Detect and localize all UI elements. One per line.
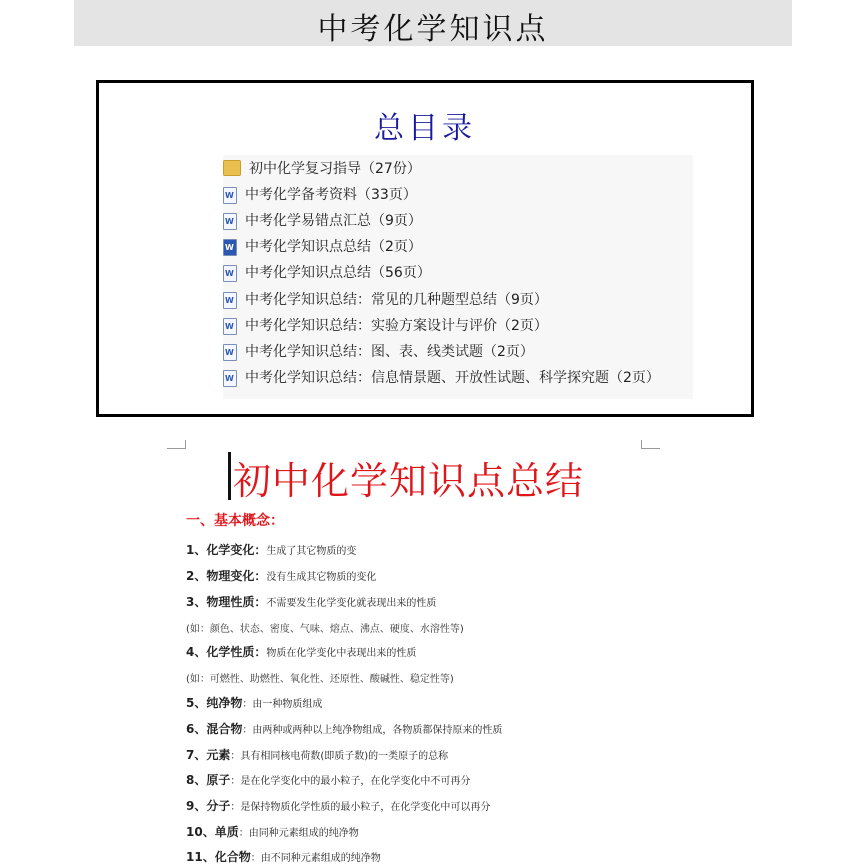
toc-item[interactable] <box>223 366 660 390</box>
definition-item <box>186 797 490 814</box>
definition-item <box>186 643 416 660</box>
toc-item[interactable] <box>223 235 422 259</box>
toc-item-label: 中考化学知识点总结（2页） <box>245 239 422 255</box>
toc-item-label: 中考化学知识总结：实验方案设计与评价（2页） <box>245 318 548 334</box>
definition-item <box>186 823 359 840</box>
word-document-icon <box>223 213 237 230</box>
definition-term: 化学性质： <box>206 645 267 659</box>
toc-item[interactable] <box>223 157 421 181</box>
definition-number: 1、 <box>186 543 207 557</box>
definition-item <box>186 720 502 737</box>
toc-title: 总目录 <box>374 111 476 146</box>
definition-text: 物质在化学变化中表现出来的性质 <box>266 648 417 659</box>
definition-number: 10、 <box>186 825 215 839</box>
toc-item-label: 初中化学复习指导（27份） <box>249 161 421 177</box>
banner-title: 中考化学知识点 <box>317 12 549 47</box>
word-document-icon <box>223 344 237 361</box>
definition-term: 纯净物 <box>206 696 243 710</box>
definition-term: 分子 <box>206 799 231 813</box>
text-cursor <box>228 452 231 500</box>
toc-item[interactable] <box>223 288 548 312</box>
toc-item-label: 中考化学知识总结：常见的几种题型总结（9页） <box>245 292 548 308</box>
toc-item-label: 中考化学易错点汇总（9页） <box>245 213 422 229</box>
definition-item <box>186 746 448 763</box>
word-document-icon <box>223 265 237 282</box>
definition-text: ：具有相同核电荷数(即质子数)的一类原子的总称 <box>230 751 449 762</box>
toc-item-label: 中考化学知识总结：信息情景题、开放性试题、科学探究题（2页） <box>245 370 660 386</box>
definition-item <box>186 593 436 610</box>
definition-number: 5、 <box>186 696 207 710</box>
document-title[interactable]: 初中化学知识点总结 <box>233 459 585 503</box>
definition-item <box>186 567 376 584</box>
definition-number: 7、 <box>186 748 207 762</box>
toc-list <box>223 155 693 399</box>
definition-number: 3、 <box>186 595 207 609</box>
definition-text: ：是在化学变化中的最小粒子，在化学变化中不可再分 <box>230 776 471 787</box>
definition-number: 9、 <box>186 799 207 813</box>
toc-item[interactable] <box>223 183 417 207</box>
definition-note: (如：可燃性、助燃性、氧化性、还原性、酸碱性、稳定性等) <box>186 674 454 685</box>
toc-item[interactable] <box>223 340 534 364</box>
table-of-contents <box>96 80 754 417</box>
toc-item-label: 中考化学备考资料（33页） <box>245 187 417 203</box>
definition-term: 物理性质： <box>206 595 267 609</box>
definition-item <box>186 848 381 865</box>
toc-item[interactable] <box>223 261 431 285</box>
definition-number: 11、 <box>186 850 215 864</box>
definition-item <box>186 694 322 711</box>
toc-item-label: 中考化学知识点总结（56页） <box>245 265 431 281</box>
section-heading: 一、基本概念： <box>186 513 284 529</box>
definition-text: 生成了其它物质的变 <box>266 546 357 557</box>
definition-number: 2、 <box>186 569 207 583</box>
definition-number: 4、 <box>186 645 207 659</box>
definition-text: 没有生成其它物质的变化 <box>266 572 377 583</box>
word-document-icon <box>223 292 237 309</box>
toc-item-label: 中考化学知识总结：图、表、线类试题（2页） <box>245 344 534 360</box>
folder-icon <box>223 160 241 176</box>
definition-text: 不需要发生化学变化就表现出来的性质 <box>266 598 437 609</box>
definition-term: 单质 <box>214 825 239 839</box>
definition-number: 8、 <box>186 773 207 787</box>
page-corner-mark <box>641 440 660 449</box>
toc-item[interactable] <box>223 209 422 233</box>
word-document-icon <box>223 318 237 335</box>
definition-term: 元素 <box>206 748 231 762</box>
word-document-icon <box>223 239 237 256</box>
definition-term: 化学变化： <box>206 543 267 557</box>
word-document-icon <box>223 187 237 204</box>
definition-term: 化合物 <box>214 850 251 864</box>
definition-text: ：由一种物质组成 <box>242 699 323 710</box>
page-corner-mark <box>167 440 186 449</box>
toc-item[interactable] <box>223 314 548 338</box>
word-document-icon <box>223 370 237 387</box>
definition-text: ：由同种元素组成的纯净物 <box>238 828 359 839</box>
definition-text: ：由不同种元素组成的纯净物 <box>250 853 381 864</box>
definition-item <box>186 541 356 558</box>
definition-term: 混合物 <box>206 722 243 736</box>
definition-number: 6、 <box>186 722 207 736</box>
header-banner <box>74 0 792 46</box>
definition-item <box>186 771 470 788</box>
definition-term: 原子 <box>206 773 231 787</box>
definition-text: ：是保持物质化学性质的最小粒子，在化学变化中可以再分 <box>230 802 491 813</box>
definition-term: 物理变化： <box>206 569 267 583</box>
definition-note: (如：颜色、状态、密度、气味、熔点、沸点、硬度、水溶性等) <box>186 624 464 635</box>
definition-text: ：由两种或两种以上纯净物组成，各物质都保持原来的性质 <box>242 725 503 736</box>
